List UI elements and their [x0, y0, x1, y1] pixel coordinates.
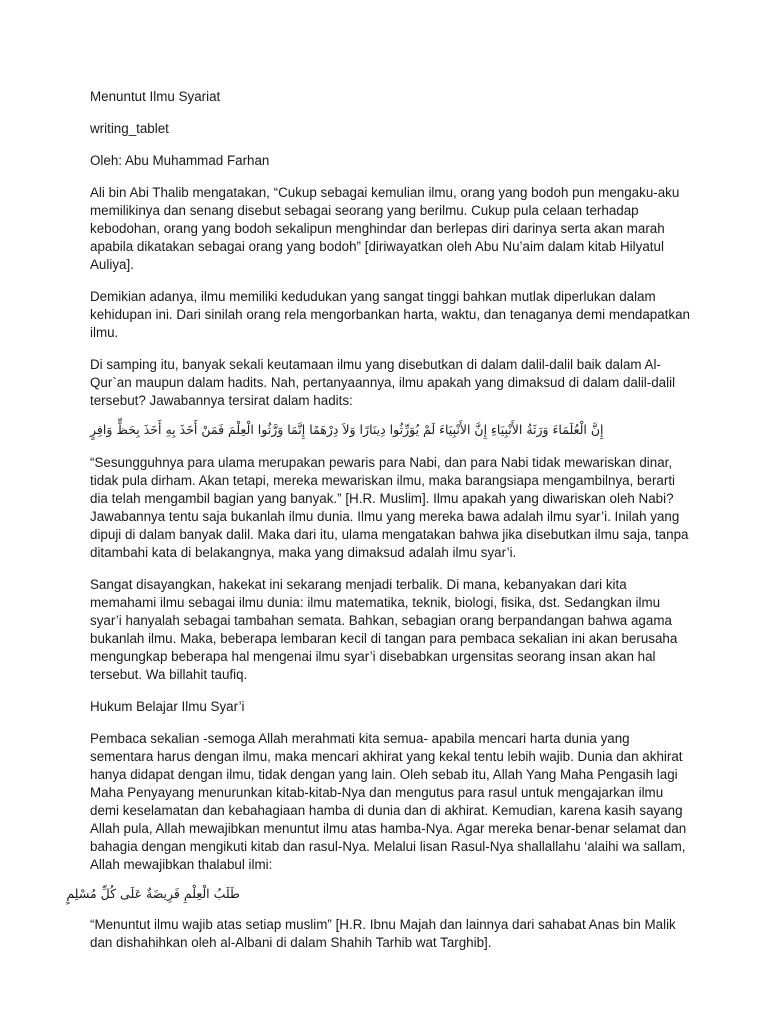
paragraph-3: Di samping itu, banyak sekali keutamaan ilmu yang disebutkan di dalam dalil-dalil baik dalam Al-Qur`an maupun dalam hadits. Nah, pertanyaannya, ilmu apakah yang dimaksud di dalam dalil-dalil tersebut? Jawabannya tersirat dalam hadits:	[90, 357, 676, 408]
paragraph-7: “Menuntut ilmu wajib atas setiap muslim” [H.R. Ibnu Majah dan lainnya dari sahabat Anas bin Malik dan dishahihkan oleh al-Albani di dalam Shahih Tarhib wat Targhib].	[90, 917, 676, 950]
document-tag: writing_tablet	[90, 121, 169, 136]
section-heading: Hukum Belajar Ilmu Syar’i	[90, 699, 245, 714]
paragraph-6: Pembaca sekalian -semoga Allah merahmati kita semua- apabila mencari harta dunia yang sementara harus dengan ilmu, maka mencari akhirat yang kekal tentu lebih wajib. Dunia dan akhirat hanya didapat dengan ilmu, tidak dengan yang lain. Oleh sebab itu, Allah Yang Maha Pengasih lagi Maha Penyayang menurunkan kitab-kitab-Nya dan mengutus para rasul untuk mengajarkan ilmu demi keselamatan dan kebahagiaan hamba di dunia dan di akhirat. Kemudian, karena kasih sayang Allah pula, Allah mewajibkan menuntut ilmu atas hamba-Nya. Agar mereka benar-benar selamat dan bahagia dengan mengikuti kitab dan rasul-Nya. Melalui lisan Rasul-Nya shallallahu ‘alaihi wa sallam, Allah mewajibkan thalabul ilmi:	[90, 731, 687, 872]
document-title: Menuntut Ilmu Syariat	[90, 89, 221, 104]
paragraph-2: Demikian adanya, ilmu memiliki kedudukan yang sangat tinggi bahkan mutlak diperlukan dalam kehidupan ini. Dari sinilah orang rela mengorbankan harta, waktu, dan tenaganya demi mendapatkan ilmu.	[90, 289, 690, 340]
arabic-hadith-2: طَلَبُ الْعِلْمِ فَرِيضَةٌ عَلَى كُلِّ مُسْلِمٍ	[66, 886, 240, 901]
paragraph-1: Ali bin Abi Thalib mengatakan, “Cukup sebagai kemulian ilmu, orang yang bodoh pun mengaku-aku memilikinya dan senang disebut sebagai seorang yang berilmu. Cukup pula celaan terhadap kebodohan, orang yang bodoh sekalipun menghindar dan berlepas diri darinya serta akan marah apabila dikatakan sebagai orang yang bodoh” [diriwayatkan oleh Abu Nu’aim dalam kitab Hilyatul Auliya].	[90, 185, 680, 272]
paragraph-4: “Sesungguhnya para ulama merupakan pewaris para Nabi, dan para Nabi tidak mewariskan dinar, tidak pula dirham. Akan tetapi, mereka mewariskan ilmu, maka barangsiapa mengambilnya, berarti dia telah mengambil bagian yang banyak.” [H.R. Muslim]. Ilmu apakah yang diwariskan oleh Nabi? Jawabannya tentu saja bukanlah ilmu dunia. Ilmu yang mereka bawa adalah ilmu syar’i. Inilah yang dipuji di dalam banyak dalil. Maka dari itu, ulama mengatakan bahwa jika disebutkan ilmu saja, tanpa ditambahi kata di belakangnya, maka yang dimaksud adalah ilmu syar’i.	[90, 455, 689, 560]
document-author: Oleh: Abu Muhammad Farhan	[90, 153, 270, 168]
document-page	[66, 88, 690, 966]
paragraph-5: Sangat disayangkan, hakekat ini sekarang menjadi terbalik. Di mana, kebanyakan dari kita memahami ilmu sebagai ilmu dunia: ilmu matematika, teknik, biologi, fisika, dst. Sedangkan ilmu syar’i hanyalah sebagai tambahan semata. Bahkan, sebagian orang berpandangan bahwa agama bukanlah ilmu. Maka, beberapa lembaran kecil di tangan para pembaca sekalian ini akan berusaha mengungkap beberapa hal mengenai ilmu syar’i disebabkan urgensitas seorang insan akan hal tersebut. Wa billahit taufiq.	[90, 577, 678, 682]
arabic-hadith-1: إِنَّ الْعُلَمَاءَ وَرَثَةُ الأَنْبِيَاءِ إِنَّ الأَنْبِيَاءَ لَمْ يُوَرِّثُوا دِينَارًا وَلاَ دِرْهَمًا إِنَّمَا وَرَّثُوا الْعِلْمَ فَمَنْ أَخَذَ بِهِ أَخَذَ بِحَظٍّ وَافِرٍ	[90, 422, 604, 437]
